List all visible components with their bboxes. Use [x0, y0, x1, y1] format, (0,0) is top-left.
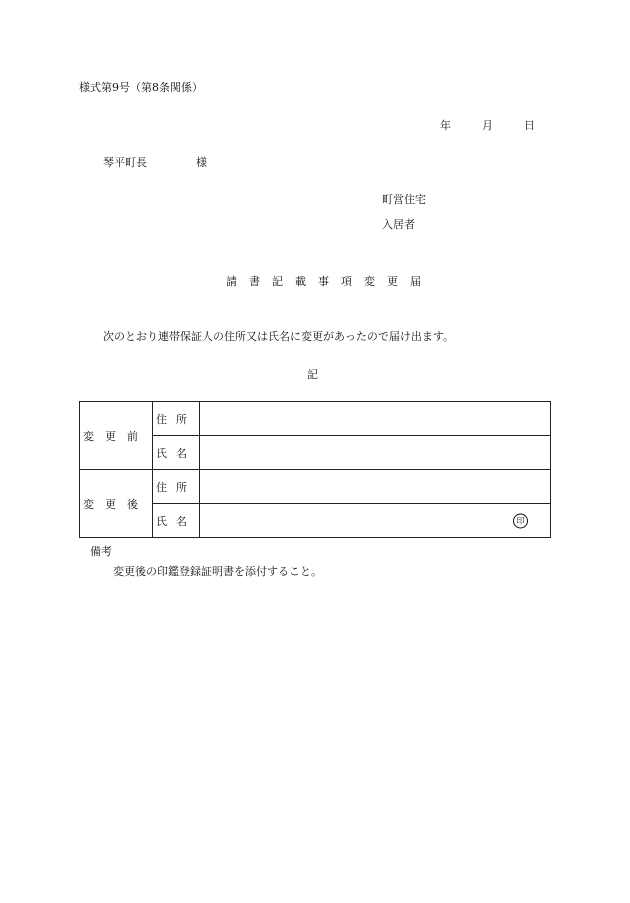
remarks-heading: 備考: [90, 545, 112, 558]
body-text: 次のとおり連帯保証人の住所又は氏名に変更があったので届け出ます。: [103, 330, 455, 343]
date-line: [440, 120, 535, 131]
table-row: [80, 402, 551, 436]
table-row: [80, 470, 551, 504]
applicant-housing-label: 町営住宅: [382, 193, 426, 206]
before-group-label: 変更前: [80, 402, 153, 470]
before-name-field[interactable]: [200, 436, 551, 470]
after-name-field[interactable]: [200, 504, 551, 538]
form-number: 様式第9号（第8条関係）: [79, 81, 203, 94]
addressee-honorific: 様: [196, 156, 207, 169]
before-address-label: 住所: [153, 402, 200, 436]
after-group-label: 変更後: [80, 470, 153, 538]
after-address-label: 住所: [153, 470, 200, 504]
before-address-field[interactable]: [200, 402, 551, 436]
document-title: 請書記載事項変更届: [226, 275, 433, 288]
remarks-text: 変更後の印鑑登録証明書を添付すること。: [113, 565, 322, 578]
ki-heading: 記: [307, 368, 318, 381]
date-month-label: 月: [482, 119, 493, 132]
after-name-label: 氏名: [153, 504, 200, 538]
addressee-name: 琴平町長: [103, 156, 147, 169]
after-address-field[interactable]: [200, 470, 551, 504]
applicant-resident-label: 入居者: [382, 218, 415, 231]
change-table: [79, 401, 551, 538]
date-day-label: 日: [524, 119, 535, 132]
date-year-label: 年: [440, 119, 451, 132]
before-name-label: 氏名: [153, 436, 200, 470]
seal-icon: 印: [513, 513, 528, 528]
